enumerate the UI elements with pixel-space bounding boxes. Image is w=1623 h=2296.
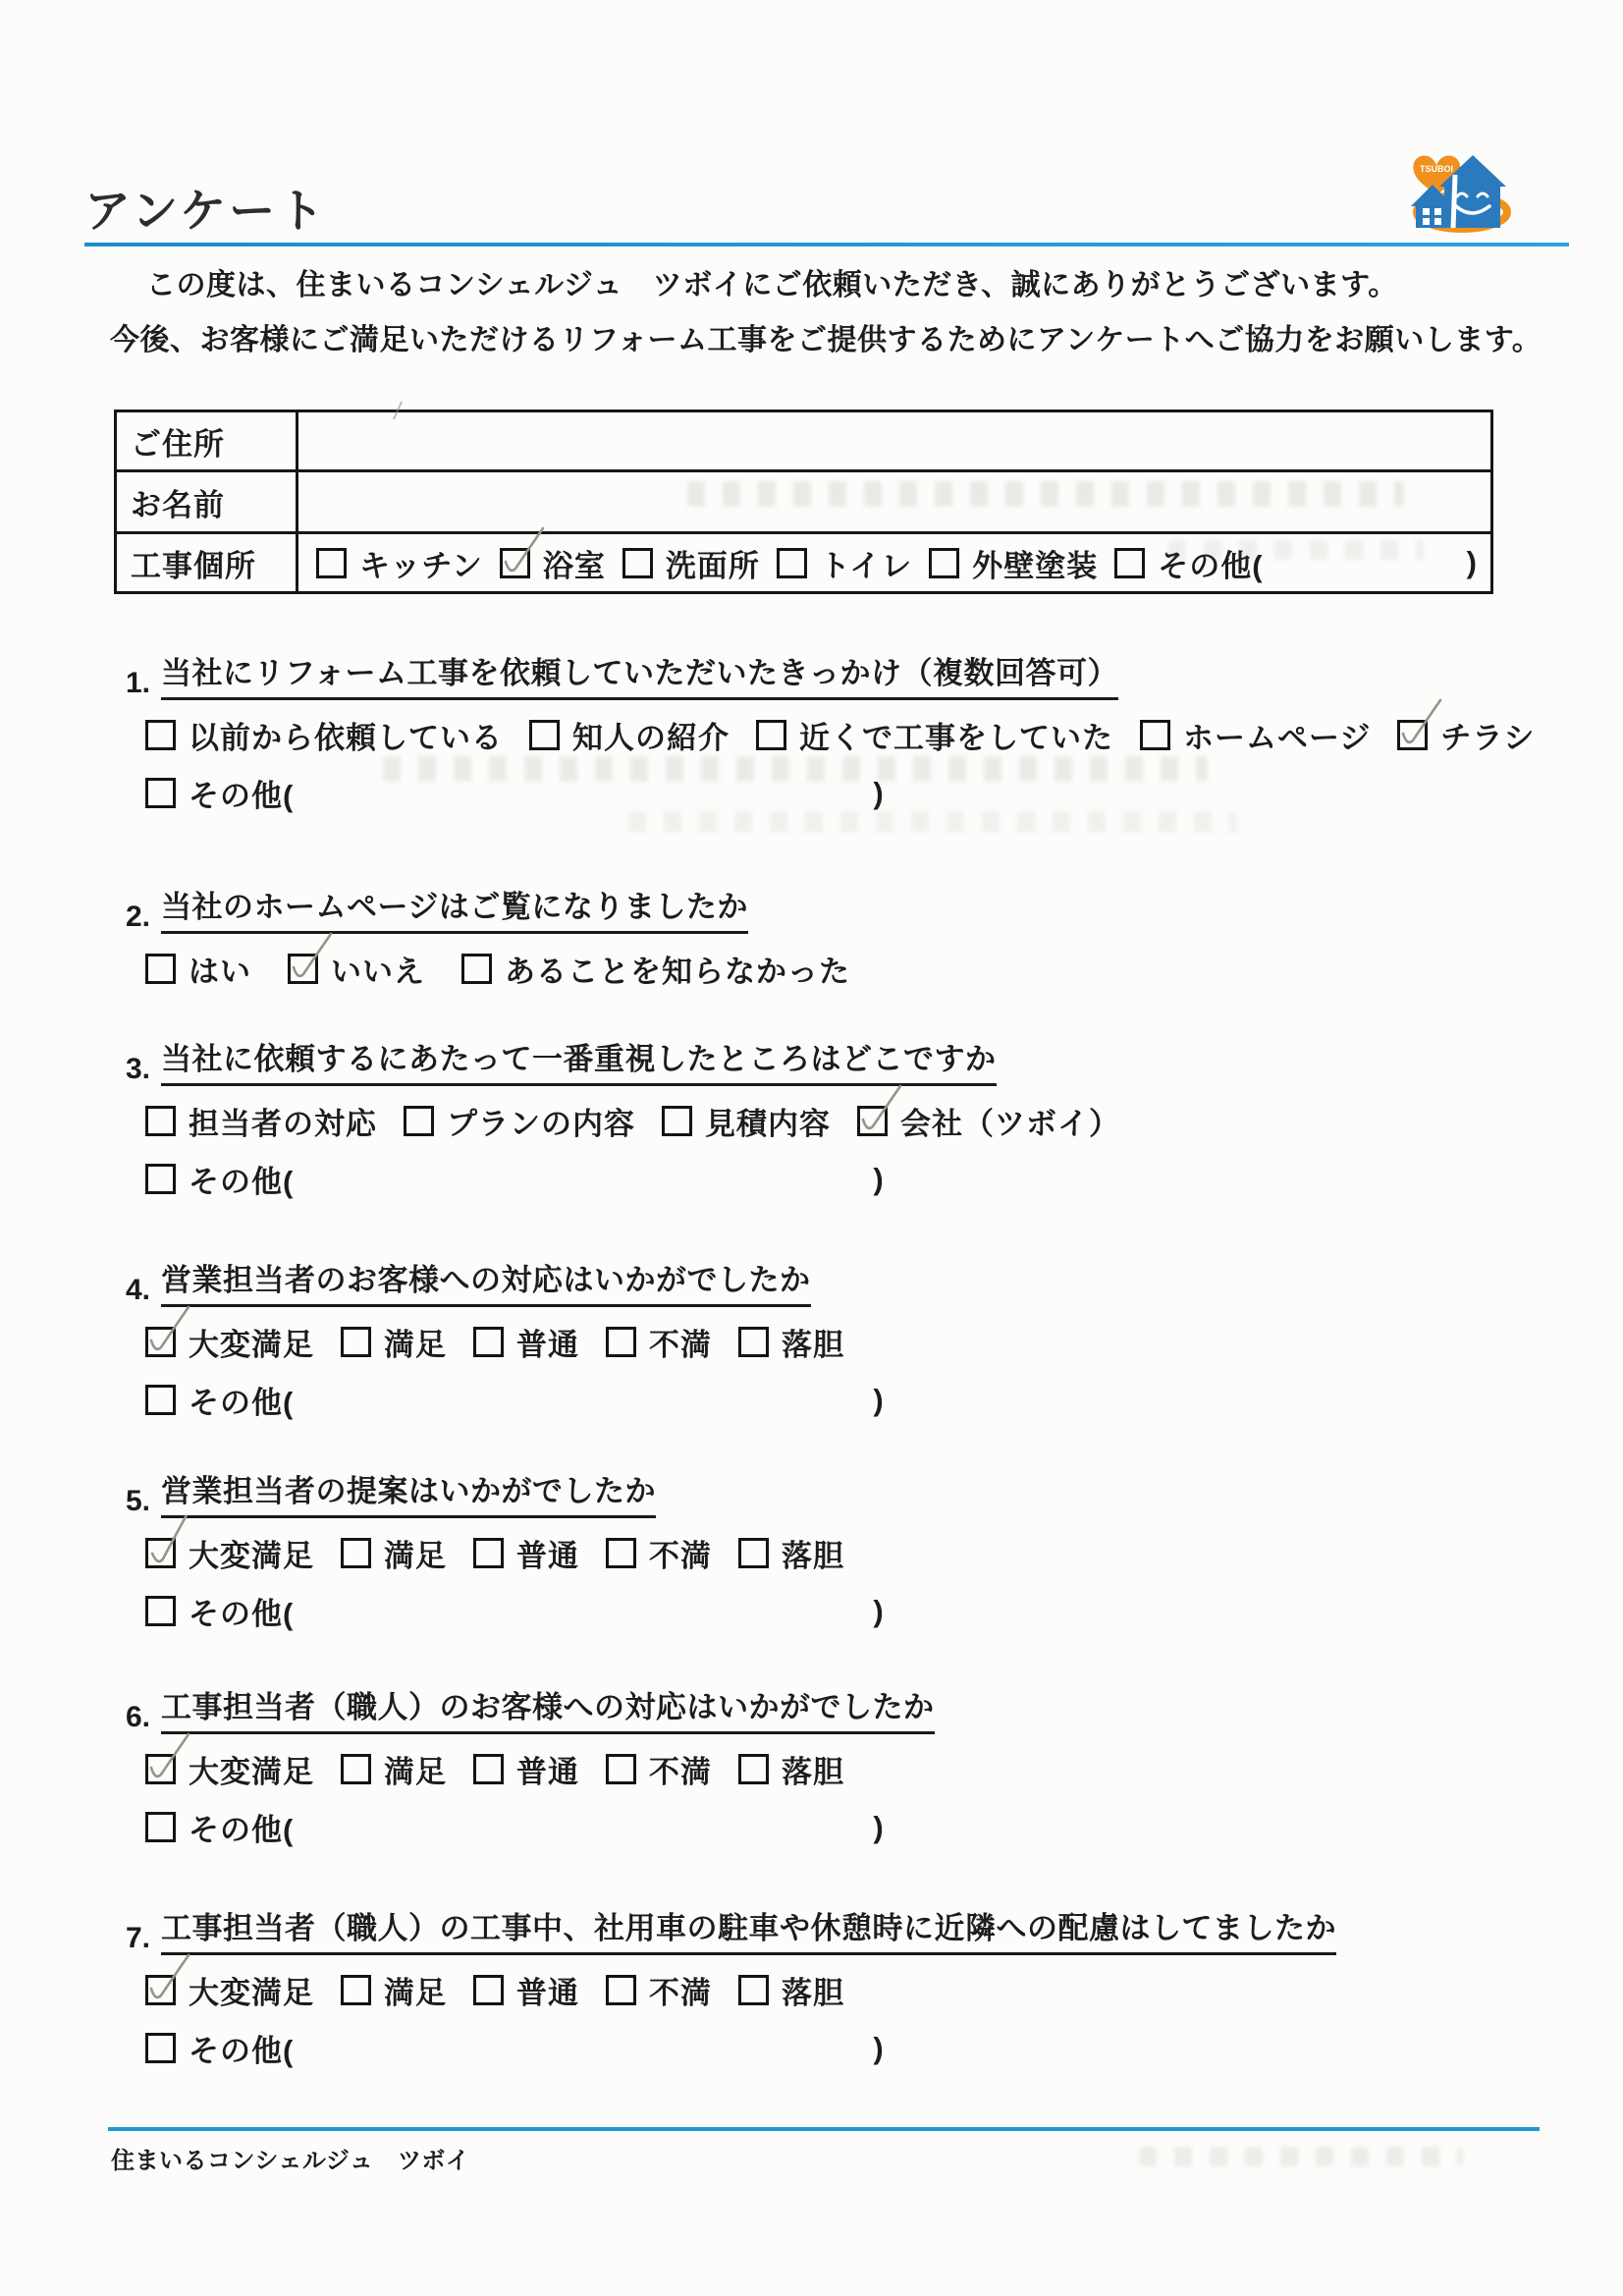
svg-text:TSUBOI: TSUBOI bbox=[1419, 164, 1454, 174]
pencil-checkmark-icon bbox=[143, 1730, 194, 1785]
checkbox[interactable] bbox=[606, 1327, 636, 1357]
checkbox-other[interactable] bbox=[145, 2033, 176, 2063]
other-row: その他( ) bbox=[145, 1805, 1540, 1849]
option: 不満 bbox=[606, 1320, 712, 1364]
option: 不満 bbox=[606, 1747, 712, 1791]
question-number: 7. bbox=[126, 1922, 151, 1954]
checkbox-checked[interactable] bbox=[145, 1327, 176, 1357]
option: 落胆 bbox=[738, 1968, 844, 2012]
name-label: お名前 bbox=[117, 472, 298, 531]
question-4 bbox=[126, 1255, 1540, 1422]
tsuboi-company-logo-icon bbox=[1411, 147, 1513, 236]
question-7-options bbox=[145, 1968, 1540, 2012]
option: あることを知らなかった bbox=[461, 947, 850, 991]
title-divider bbox=[84, 243, 1569, 246]
option: 担当者の対応 bbox=[145, 1099, 377, 1143]
question-number: 6. bbox=[126, 1701, 151, 1733]
question-2-options bbox=[145, 947, 1540, 991]
name-field[interactable] bbox=[298, 472, 1490, 531]
checkbox[interactable] bbox=[473, 1327, 504, 1357]
option: 見積内容 bbox=[662, 1099, 831, 1143]
checkbox[interactable] bbox=[461, 954, 492, 984]
pencil-checkmark-icon bbox=[1395, 696, 1446, 751]
checkbox[interactable] bbox=[341, 1975, 371, 2005]
checkbox[interactable] bbox=[606, 1538, 636, 1568]
question-title: 当社のホームページはご覧になりましたか bbox=[161, 882, 748, 934]
question-number: 3. bbox=[126, 1053, 151, 1085]
checkbox[interactable] bbox=[1140, 720, 1170, 750]
option: 満足 bbox=[341, 1968, 447, 2012]
option: 満足 bbox=[341, 1747, 447, 1791]
checkbox[interactable] bbox=[738, 1754, 769, 1784]
checkbox[interactable] bbox=[473, 1754, 504, 1784]
question-number: 1. bbox=[126, 667, 151, 699]
option-exterior-paint: 外壁塗装 bbox=[929, 541, 1098, 585]
question-1-options bbox=[145, 713, 1540, 757]
option-company-checked: 会社（ツボイ） bbox=[857, 1099, 1120, 1143]
question-3-options bbox=[145, 1099, 1540, 1143]
checkbox[interactable] bbox=[756, 720, 786, 750]
checkbox-other[interactable] bbox=[145, 1812, 176, 1842]
checkbox-other[interactable] bbox=[145, 778, 176, 808]
option-no-checked: いいえ bbox=[288, 947, 425, 991]
checkbox[interactable] bbox=[606, 1754, 636, 1784]
checkbox-checked[interactable] bbox=[145, 1754, 176, 1784]
question-title: 工事担当者（職人）のお客様への対応はいかがでしたか bbox=[161, 1682, 935, 1734]
option: ホームページ bbox=[1140, 713, 1371, 757]
checkbox[interactable] bbox=[341, 1754, 371, 1784]
pencil-checkmark-icon bbox=[143, 1951, 194, 2006]
checkbox-checked[interactable] bbox=[145, 1538, 176, 1568]
question-7 bbox=[126, 1903, 1540, 2070]
option: 普通 bbox=[473, 1968, 579, 2012]
option-very-satisfied-checked: 大変満足 bbox=[145, 1968, 314, 2012]
footer-divider bbox=[108, 2127, 1540, 2131]
option-very-satisfied-checked: 大変満足 bbox=[145, 1320, 314, 1364]
option-very-satisfied-checked: 大変満足 bbox=[145, 1531, 314, 1575]
checkbox-checked[interactable] bbox=[1397, 720, 1428, 750]
address-label: ご住所 bbox=[117, 412, 298, 469]
page-title: アンケート bbox=[84, 185, 328, 237]
checkbox-other[interactable] bbox=[145, 1596, 176, 1626]
option: 落胆 bbox=[738, 1531, 844, 1575]
checkbox-table-other[interactable] bbox=[1114, 548, 1145, 578]
customer-info-table bbox=[114, 410, 1493, 594]
other-row: その他( ) bbox=[145, 2026, 1540, 2070]
checkbox-checked[interactable] bbox=[288, 954, 318, 984]
question-6 bbox=[126, 1682, 1540, 1849]
question-title: 当社にリフォーム工事を依頼していただいたきっかけ（複数回答可） bbox=[161, 648, 1118, 700]
checkbox[interactable] bbox=[738, 1327, 769, 1357]
pencil-checkmark-icon bbox=[498, 524, 549, 579]
address-field[interactable] bbox=[298, 412, 1490, 469]
checkbox[interactable] bbox=[145, 954, 176, 984]
option-kitchen: キッチン bbox=[316, 541, 483, 585]
question-number: 2. bbox=[126, 901, 151, 933]
table-row-address bbox=[117, 412, 1490, 469]
option-very-satisfied-checked: 大変満足 bbox=[145, 1747, 314, 1791]
option: 普通 bbox=[473, 1320, 579, 1364]
pencil-checkmark-icon bbox=[143, 1303, 194, 1358]
checkbox-exterior-paint[interactable] bbox=[929, 548, 959, 578]
option: 満足 bbox=[341, 1531, 447, 1575]
question-number: 5. bbox=[126, 1485, 151, 1517]
question-title: 当社に依頼するにあたって一番重視したところはどこですか bbox=[161, 1034, 997, 1086]
question-1 bbox=[126, 648, 1540, 815]
intro-text-line1: この度は、住まいるコンシェルジュ ツボイにご依頼いただき、誠にありがとうございます。 bbox=[146, 269, 1398, 301]
option-toilet: トイレ bbox=[777, 541, 912, 585]
question-6-options bbox=[145, 1747, 1540, 1791]
checkbox[interactable] bbox=[145, 1106, 176, 1136]
checkbox[interactable] bbox=[341, 1327, 371, 1357]
other-row: その他( ) bbox=[145, 771, 1540, 815]
checkbox[interactable] bbox=[404, 1106, 434, 1136]
bleed-through-artifact bbox=[1139, 2147, 1463, 2166]
table-row-location bbox=[117, 531, 1490, 591]
question-5-options bbox=[145, 1531, 1540, 1575]
option: 満足 bbox=[341, 1320, 447, 1364]
other-row: その他( ) bbox=[145, 1378, 1540, 1422]
pencil-checkmark-icon bbox=[855, 1082, 906, 1137]
checkbox[interactable] bbox=[473, 1538, 504, 1568]
option: 知人の紹介 bbox=[529, 713, 730, 757]
other-row: その他( ) bbox=[145, 1589, 1540, 1633]
checkbox[interactable] bbox=[606, 1975, 636, 2005]
question-title: 営業担当者の提案はいかがでしたか bbox=[161, 1466, 656, 1518]
option: 普通 bbox=[473, 1531, 579, 1575]
checkbox-checked[interactable] bbox=[145, 1975, 176, 2005]
pencil-checkmark-icon bbox=[286, 930, 337, 985]
option: 不満 bbox=[606, 1531, 712, 1575]
option: 不満 bbox=[606, 1968, 712, 2012]
checkbox-kitchen[interactable] bbox=[316, 548, 347, 578]
option-other: その他( ) bbox=[1114, 541, 1490, 585]
checkbox-checked[interactable] bbox=[857, 1106, 888, 1136]
table-row-name bbox=[117, 469, 1490, 531]
intro-text-line2: 今後、お客様にご満足いただけるリフォーム工事をご提供するためにアンケートへご協力をお願いします。 bbox=[110, 324, 1542, 356]
question-5 bbox=[126, 1466, 1540, 1633]
checkbox[interactable] bbox=[473, 1975, 504, 2005]
checkbox[interactable] bbox=[738, 1975, 769, 2005]
option-washroom: 洗面所 bbox=[622, 541, 760, 585]
option-flyer-checked: チラシ bbox=[1397, 713, 1535, 757]
option: プランの内容 bbox=[404, 1099, 635, 1143]
option: 普通 bbox=[473, 1747, 579, 1791]
checkbox-other[interactable] bbox=[145, 1385, 176, 1415]
location-label: 工事個所 bbox=[117, 534, 298, 591]
other-row: その他( ) bbox=[145, 1157, 1540, 1201]
question-title: 営業担当者のお客様への対応はいかがでしたか bbox=[161, 1255, 811, 1307]
checkbox[interactable] bbox=[662, 1106, 692, 1136]
checkbox-washroom[interactable] bbox=[622, 548, 653, 578]
option: 落胆 bbox=[738, 1320, 844, 1364]
question-2 bbox=[126, 882, 1540, 991]
checkbox[interactable] bbox=[341, 1538, 371, 1568]
question-number: 4. bbox=[126, 1274, 151, 1306]
checkbox-toilet[interactable] bbox=[777, 548, 807, 578]
option: はい bbox=[145, 947, 251, 991]
checkbox[interactable] bbox=[738, 1538, 769, 1568]
checkbox[interactable] bbox=[529, 720, 560, 750]
option-bathroom: 浴室 bbox=[500, 541, 606, 585]
option: 以前から依頼している bbox=[145, 713, 503, 757]
checkbox-bathroom-checked[interactable] bbox=[500, 548, 530, 578]
question-3 bbox=[126, 1034, 1540, 1201]
footer-company-name: 住まいるコンシェルジュ ツボイ bbox=[111, 2148, 470, 2174]
question-4-options bbox=[145, 1320, 1540, 1364]
checkbox[interactable] bbox=[145, 720, 176, 750]
checkbox-other[interactable] bbox=[145, 1164, 176, 1194]
option: 落胆 bbox=[738, 1747, 844, 1791]
option: 近くで工事をしていた bbox=[756, 713, 1113, 757]
location-options bbox=[298, 534, 1490, 591]
question-title: 工事担当者（職人）の工事中、社用車の駐車や休憩時に近隣への配慮はしてましたか bbox=[161, 1903, 1336, 1955]
